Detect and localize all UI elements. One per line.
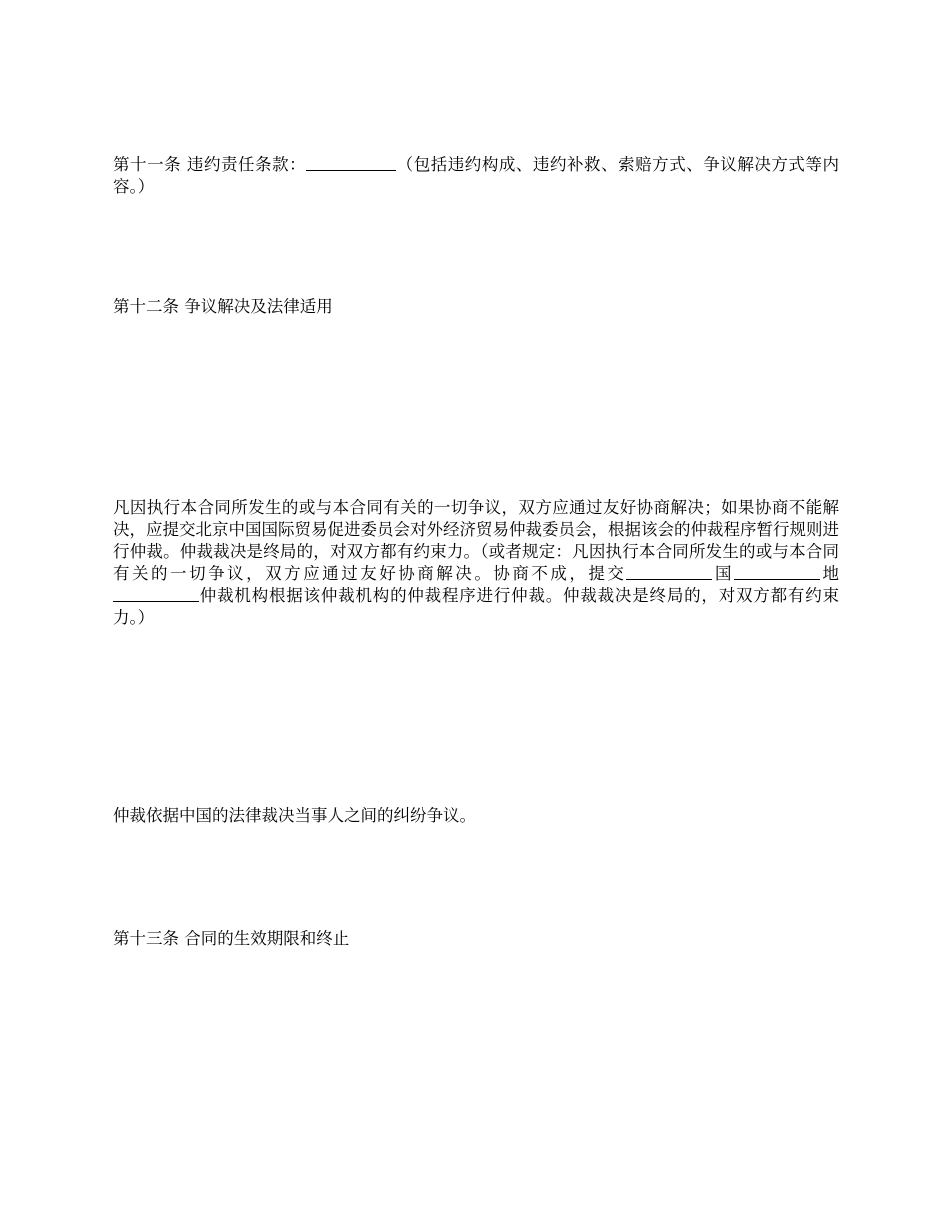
fill-in-blank [306,169,396,171]
article-13-heading: 第十三条 合同的生效期限和终止 [113,929,350,948]
arbitration-text-1: 凡因执行本合同所发生的或与本合同有关的一切争议，双方应通过友好协商解决；如果协商不能解决，应提交北京中国国际贸易促进委员会对外经济贸易仲裁委员会，根据该会的仲裁程序暂行规则进行仲裁。仲裁裁决是终局的，对双方都有约束力。（或者规定：凡因执行本合同所发生的或与本合同有关的一切争议，双方应通过友好协商解决。协商不成，提交 [113,498,839,583]
arbitration-text-4: 仲裁机构根据该仲裁机构的仲裁程序进行仲裁。仲裁裁决是终局的，对双方都有约束力。） [113,586,839,627]
arbitration-text-2: 国 [712,564,734,583]
article-11-suffix: （包括违约构成、违约补救、索赔方式、争议解决方式等内容。） [113,155,839,196]
article-11-paragraph [113,154,839,198]
fill-in-blank [113,600,199,602]
governing-law-paragraph: 仲裁依据中国的法律裁决当事人之间的纠纷争议。 [113,806,476,825]
article-12-heading: 第十二条 争议解决及法律适用 [113,297,333,316]
fill-in-blank [626,578,712,580]
article-11-prefix: 第十一条 违约责任条款： [113,155,307,174]
arbitration-paragraph [113,497,839,629]
fill-in-blank [734,578,820,580]
arbitration-text-3: 地 [820,564,840,583]
